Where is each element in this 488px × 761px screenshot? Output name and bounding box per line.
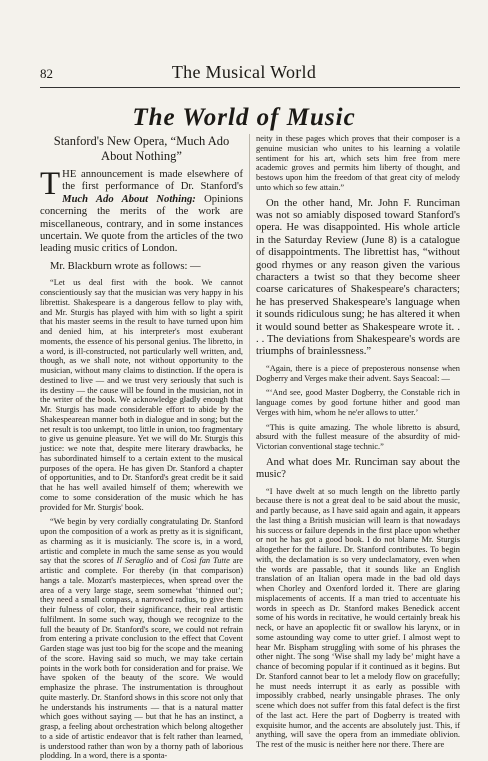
article-title: Stanford's New Opera, “Much Ado About Nothing” xyxy=(53,134,230,163)
runciman-music-quote: “I have dwelt at so much length on the libretto partly because there is not a great deal to be said about the music, and partly because, as I have said again and again, it appears the last thing a British musician will learn is that nowadays his success or failure depends in the first place upon whether or not he has got a good book. I do not blame Mr. Sturgis altogether for the failure. Dr. Stanford contributes. To begin with, the declamation is so very undeclamatory, even when the words are passable, that it sounds like an English translation of an Italian opera made in the bad old days when Chorley and Oxenford lorded it. There are glaring misplacements of accents. If a man tried to accentuate his words in speech as Dr. Stanford makes Benedick accent some of his words in recitative, he would certainly break his neck, or have an apoplectic fit or swallow his larynx, or in some astounding way come to utter grief. I almost wept to hear Mr. Bispham struggling with some of his phrases the other night. The song ‘Wise shall my lady be’ might have a chance of becoming popular if it continued as it begins. But Dr. Stanford cannot bear to let a melody flow on gracefully; he must needs interrupt it as early as possible with impossibly crabbed, nearly unsingable phrases. The only scene which does not suffer from this fatal defect is the first of the last act. Here the part of Dogberry is treated with exquisite humor, and the accents are absolutely just. This, if anything, will save the opera from an immediate oblivion. The rest of the music is neither here nor there. There are xyxy=(256,486,460,750)
blackburn-quote-2-b: and of xyxy=(153,556,182,566)
intro-text-2: Opinions concerning the merits of the work are miscellaneous, contrary, and in some instances uncertain. We quote from the articles of the two leading music critics of London. xyxy=(40,193,243,255)
right-column xyxy=(256,134,460,750)
runciman-quote-2: “‘And see, good Master Dogberry, the Constable rich in language comes by good fortune hither and good man Verges with him, whom he ne'er allows to utter.’ xyxy=(256,388,460,417)
opera-title-seraglio: Il Seraglio xyxy=(116,556,154,566)
runciman-music-question: And what does Mr. Runciman say about the music? xyxy=(256,456,460,481)
page-number: 82 xyxy=(40,66,53,81)
runciman-paragraph: On the other hand, Mr. John F. Runciman was not so amiably disposed toward Stanford's opera. He was disappointed. His whole article in the Saturday Review (June 8) is a catalogue of disappointments. The librettist has, “without good rhymes or any reason given the various characters a twist so that they become sheer coarse caricatures of Shakespeare's characters; he has preserved Shakespeare's language when it sounds ridiculous sung; he has altered it when it would sound better as Shakespeare wrote it. . . . The deviations from Shakespeare's words are triumphs of brainlessness.” xyxy=(256,197,460,358)
intro-paragraph xyxy=(40,166,243,256)
runciman-quote-3: “This is quite amazing. The whole libretto is absurd, absurd with the fullest measure of the absurdity of mid-Victorian conventional stage technic.” xyxy=(256,422,460,452)
blackburn-quote-1: “Let us deal first with the book. We cannot conscientiously say that the musician was very happy in his librettist. Shakespeare is a dangerous fellow to play with, and Mr. Sturgis has played with him with so light a spirit that his master seems in the result to have turned upon him and denied him, at his interpreter's most exuberant moments, the essence of his personal genius. The libretto, in a word, is ill-constructed, not particularly well written, and, though, as we shall note, not without opportunity to the musician, without many claims to distinction. If the opera is destined to live — and we trust very seriously that such is its destiny — the cause will be found in the musician, not in the writer of the book. We acknowledge gladly enough that Mr. Sturgis has made considerable effort to abide by the Shakespearean manner both in dialogue and in song; but the net result is too unkempt, too little in union, too fragmentary to give us genuine pleasure. Yet we will do Mr. Sturgis this justice: we note that, despite mere literary drawbacks, he has subordinated himself to a certain extent to the musical purposes of the opera. He has given Dr. Stanford a chapter of opportunities, and to Dr. Stanford's great credit be it said that he has well availed himself of them; wherewith we come to some consideration of the music which he has provided for Mr. Sturgis' book. xyxy=(40,278,243,512)
section-title: The World of Music xyxy=(132,104,356,131)
blackburn-quote-2-c: are artistic and complete. For thereby (in that comparison) hangs a tale. Mozart's masterpieces, when spread over the area of a very large stage, seem somewhat ‘thinned out’; they need a small compass, a narrowed radius, to give them their fulness of color, their significance, their real artistic fulfilment. In some such way, though we recognize to the full the beauty of Dr. Stanford's score, we could not refrain from entering a private conclusion to the effect that Covent Garden stage was just too big for the scope and the meaning of the score. Having said so much, we may take certain points in the work both for consideration and for praise. We have spoken of the beauty of the score. We would emphasize the phrase. The instrumentation is throughout quite masterly. Dr. Stanford shows in this score not only that he understands his instruments — that is a natural matter which goes without saying — but that he has an instinct, a grasp, a feeling about orchestration which belong altogether to a side of artistic endeavor that is felt rather than learned, is understood rather than won by a thorny path of laborious plodding. In a word, there is a sponta- xyxy=(40,556,243,761)
running-head: The Musical World xyxy=(171,62,317,82)
blackburn-quote-continued: neity in these pages which proves that their composer is a genuine musician who unites to his learning a volatile sentiment for his art, which sets him free from mere academic groves and permits him liberty of thought, and bestows upon him the freedom of that great city of melody unto which so few attain.” xyxy=(256,134,460,192)
blackburn-quote-2 xyxy=(40,517,243,761)
runciman-quote-1: “Again, there is a piece of preposterous nonsense when Dogberry and Verges make their advent. Says Seacoal: — xyxy=(256,363,460,383)
header-rule xyxy=(40,87,460,88)
drop-cap: T xyxy=(40,166,61,202)
column-divider xyxy=(249,134,250,734)
blackburn-quote-2-a: “We begin by very cordially congratulating Dr. Stanford upon the composition of a work as pretty as it is significant, as charming as it is musicianly. The score is, in a word, artistic and complete in much the same sense as you would say that the scores of xyxy=(40,517,243,566)
left-column xyxy=(40,134,243,761)
intro-text-1: HE announcement is made elsewhere of the first performance of Dr. Stanford's xyxy=(62,169,243,193)
intro-opera-title: Much Ado About Nothing: xyxy=(62,193,196,205)
opera-title-cosi: Così fan Tutte xyxy=(181,556,230,566)
blackburn-intro: Mr. Blackburn wrote as follows: — xyxy=(50,260,201,272)
